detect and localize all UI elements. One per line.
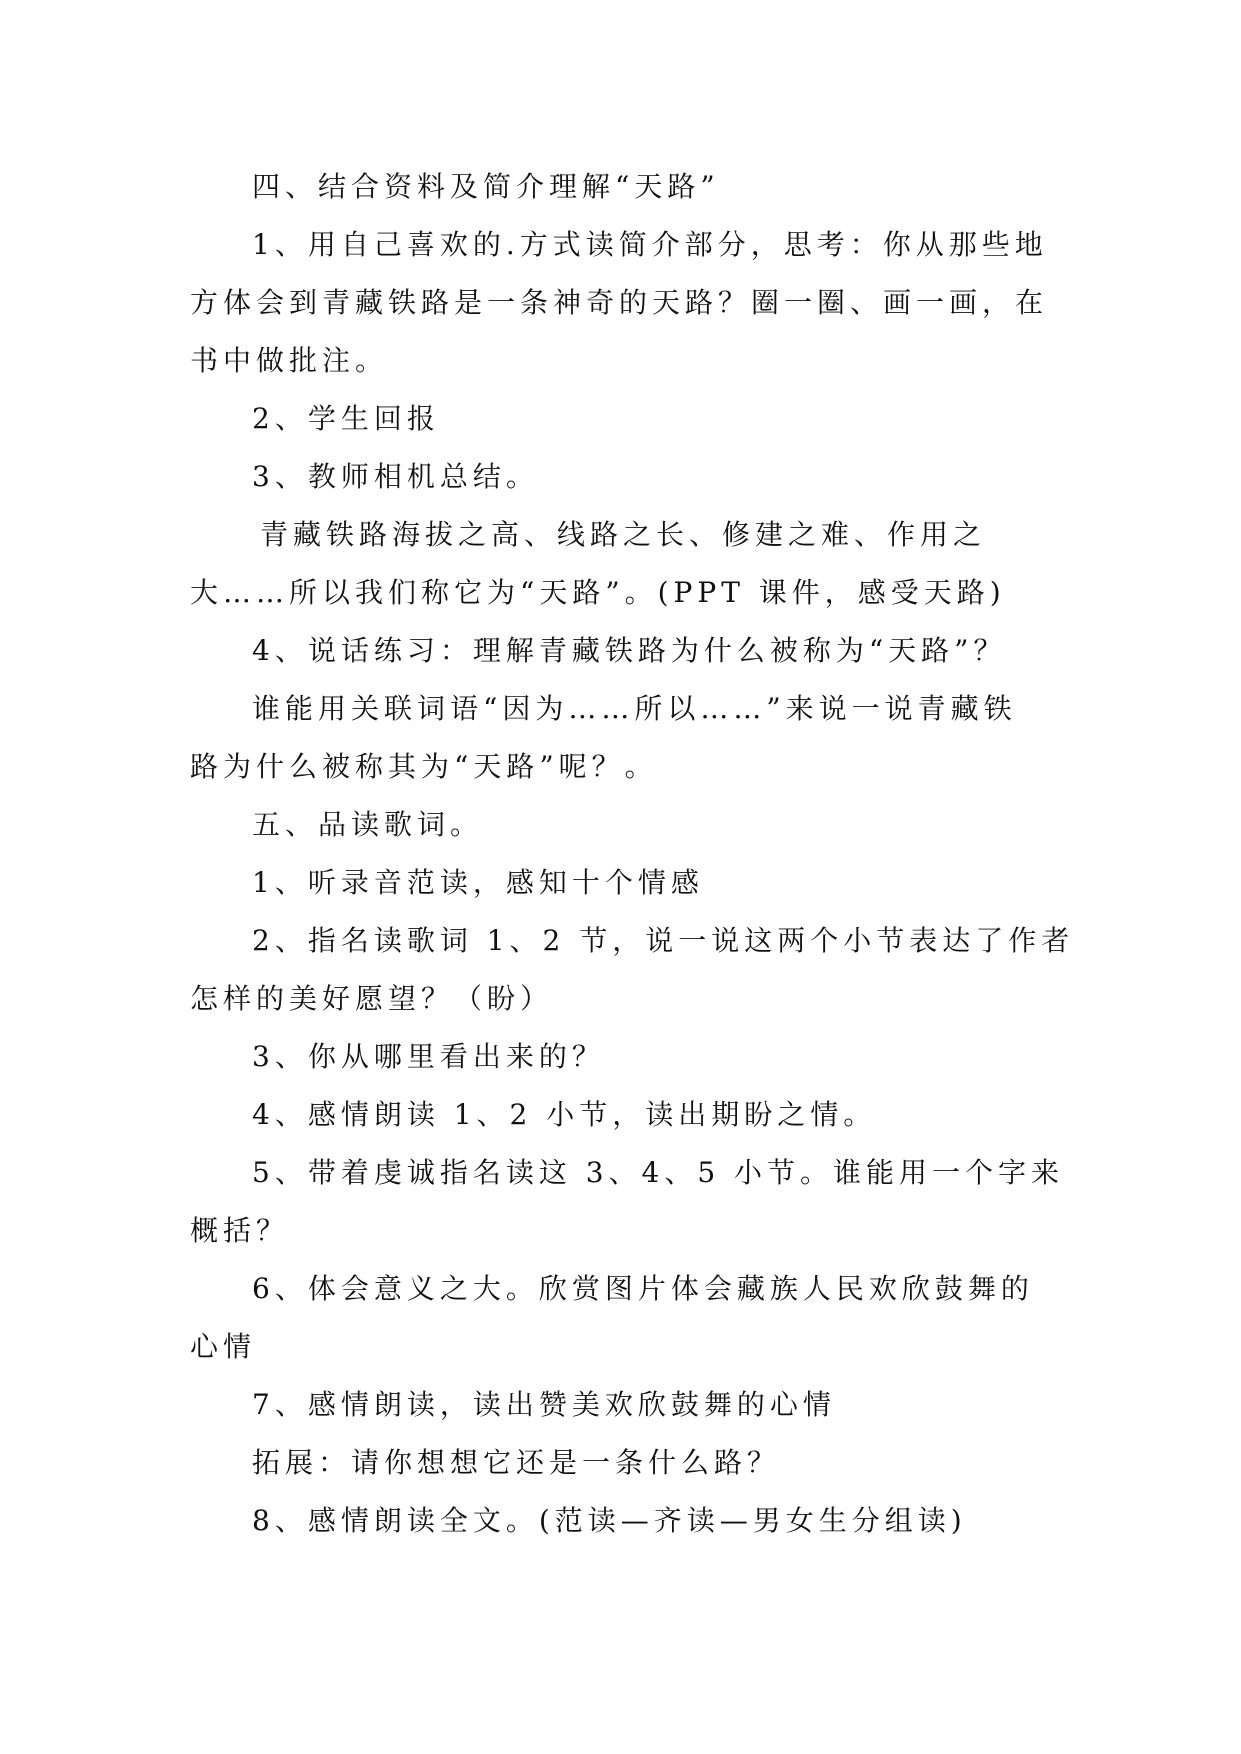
paragraph-line: 3、教师相机总结。 <box>252 460 539 493</box>
paragraph-line: 方体会到青藏铁路是一条神奇的天路？圈一圈、画一画，在 <box>190 286 1049 319</box>
paragraph-line: 1、用自己喜欢的.方式读简介部分，思考：你从那些地 <box>252 228 1048 261</box>
paragraph-line: 谁能用关联词语“因为……所以……”来说一说青藏铁 <box>252 692 1017 725</box>
paragraph-line: 拓展：请你想想它还是一条什么路？ <box>252 1446 781 1479</box>
paragraph-line: 8、感情朗读全文。(范读—齐读—男女生分组读) <box>252 1504 967 1537</box>
document-body <box>190 158 1075 1550</box>
paragraph-line: 大……所以我们称它为“天路”。(PPT 课件，感受天路) <box>190 576 1006 609</box>
paragraph-line: 6、体会意义之大。欣赏图片体会藏族人民欢欣鼓舞的 <box>252 1272 1034 1305</box>
section-heading: 五、品读歌词。 <box>252 808 484 841</box>
paragraph-line: 4、说话练习：理解青藏铁路为什么被称为“天路”？ <box>252 634 1007 667</box>
paragraph-line: 怎样的美好愿望？（盼） <box>190 982 554 1015</box>
paragraph-line: 书中做批注。 <box>190 344 389 377</box>
paragraph-line: 路为什么被称其为“天路”呢？。 <box>190 750 658 783</box>
paragraph-line: 7、感情朗读，读出赞美欢欣鼓舞的心情 <box>252 1388 836 1421</box>
paragraph-line: 3、你从哪里看出来的？ <box>252 1040 605 1073</box>
paragraph-line: 4、感情朗读 1、2 小节，读出期盼之情。 <box>252 1098 877 1131</box>
paragraph-line: 2、学生回报 <box>252 402 440 435</box>
paragraph-line: 青藏铁路海拔之高、线路之长、修建之难、作用之 <box>260 518 987 551</box>
paragraph-line: 心情 <box>190 1330 257 1363</box>
paragraph-line: 概括？ <box>190 1214 290 1247</box>
paragraph-line: 1、听录音范读，感知十个情感 <box>252 866 704 899</box>
paragraph-line: 2、指名读歌词 1、2 节，说一说这两个小节表达了作者 <box>252 924 1075 957</box>
paragraph-line: 5、带着虔诚指名读这 3、4、5 小节。谁能用一个字来 <box>252 1156 1065 1189</box>
section-heading: 四、结合资料及简介理解“天路” <box>252 170 720 203</box>
